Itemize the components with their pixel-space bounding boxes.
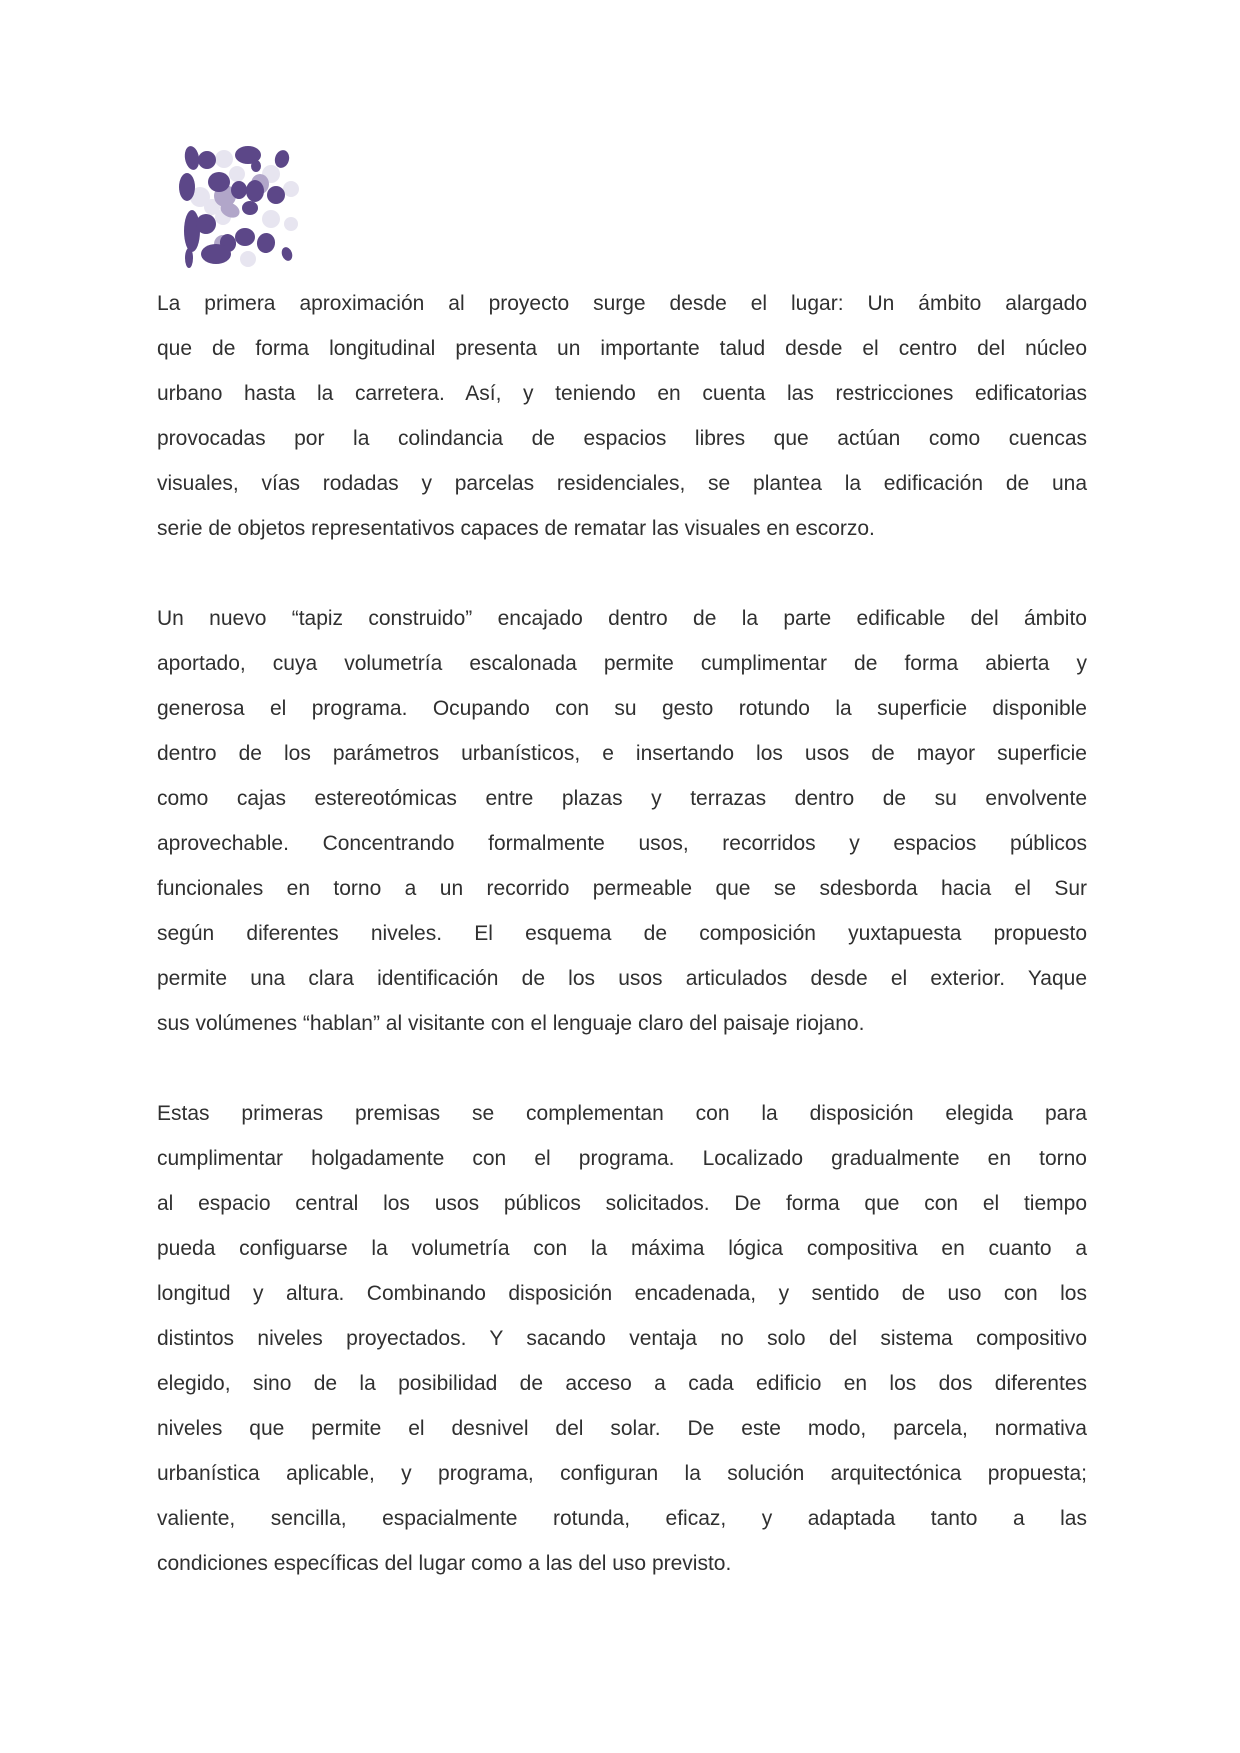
purple-dots-svg	[178, 144, 300, 272]
text-line: aportado, cuya volumetría escalonada permite cumplimentar de forma abierta y	[157, 652, 1087, 675]
paragraph-3	[157, 1091, 1087, 1586]
body-text	[157, 281, 1087, 1586]
text-line: al espacio central los usos públicos solicitados. De forma que con el tiempo	[157, 1192, 1087, 1215]
text-line: dentro de los parámetros urbanísticos, e insertando los usos de mayor superficie	[157, 742, 1087, 765]
text-line: urbanística aplicable, y programa, configuran la solución arquitectónica propuesta;	[157, 1462, 1087, 1485]
text-line: según diferentes niveles. El esquema de composición yuxtapuesta propuesto	[157, 922, 1087, 945]
text-line: pueda configuarse la volumetría con la máxima lógica compositiva en cuanto a	[157, 1237, 1087, 1260]
text-line: provocadas por la colindancia de espacios libres que actúan como cuencas	[157, 427, 1087, 450]
text-line: valiente, sencilla, espacialmente rotunda, eficaz, y adaptada tanto a las	[157, 1507, 1087, 1530]
text-line: longitud y altura. Combinando disposición encadenada, y sentido de uso con los	[157, 1282, 1087, 1305]
purple-dots-pattern-image	[178, 144, 300, 272]
text-line: serie de objetos representativos capaces de rematar las visuales en escorzo.	[157, 517, 875, 540]
text-line: La primera aproximación al proyecto surge desde el lugar: Un ámbito alargado	[157, 292, 1087, 315]
text-line: niveles que permite el desnivel del solar. De este modo, parcela, normativa	[157, 1417, 1087, 1440]
text-line: cumplimentar holgadamente con el programa. Localizado gradualmente en torno	[157, 1147, 1087, 1170]
text-line: generosa el programa. Ocupando con su gesto rotundo la superficie disponible	[157, 697, 1087, 720]
text-line: condiciones específicas del lugar como a las del uso previsto.	[157, 1552, 732, 1575]
paragraph-2	[157, 596, 1087, 1046]
text-line: como cajas estereotómicas entre plazas y terrazas dentro de su envolvente	[157, 787, 1087, 810]
text-line: Un nuevo “tapiz construido” encajado dentro de la parte edificable del ámbito	[157, 607, 1087, 630]
text-line: que de forma longitudinal presenta un importante talud desde el centro del núcleo	[157, 337, 1087, 360]
paragraph-1	[157, 281, 1087, 551]
text-line: funcionales en torno a un recorrido permeable que se sdesborda hacia el Sur	[157, 877, 1087, 900]
text-line: sus volúmenes “hablan” al visitante con el lenguaje claro del paisaje riojano.	[157, 1012, 865, 1035]
text-line: Estas primeras premisas se complementan con la disposición elegida para	[157, 1102, 1087, 1125]
text-line: aprovechable. Concentrando formalmente usos, recorridos y espacios públicos	[157, 832, 1087, 855]
text-line: permite una clara identificación de los usos articulados desde el exterior. Yaque	[157, 967, 1087, 990]
text-line: distintos niveles proyectados. Y sacando ventaja no solo del sistema compositivo	[157, 1327, 1087, 1350]
text-line: elegido, sino de la posibilidad de acceso a cada edificio en los dos diferentes	[157, 1372, 1087, 1395]
text-line: visuales, vías rodadas y parcelas residenciales, se plantea la edificación de una	[157, 472, 1087, 495]
text-line: urbano hasta la carretera. Así, y teniendo en cuenta las restricciones edificatorias	[157, 382, 1087, 405]
